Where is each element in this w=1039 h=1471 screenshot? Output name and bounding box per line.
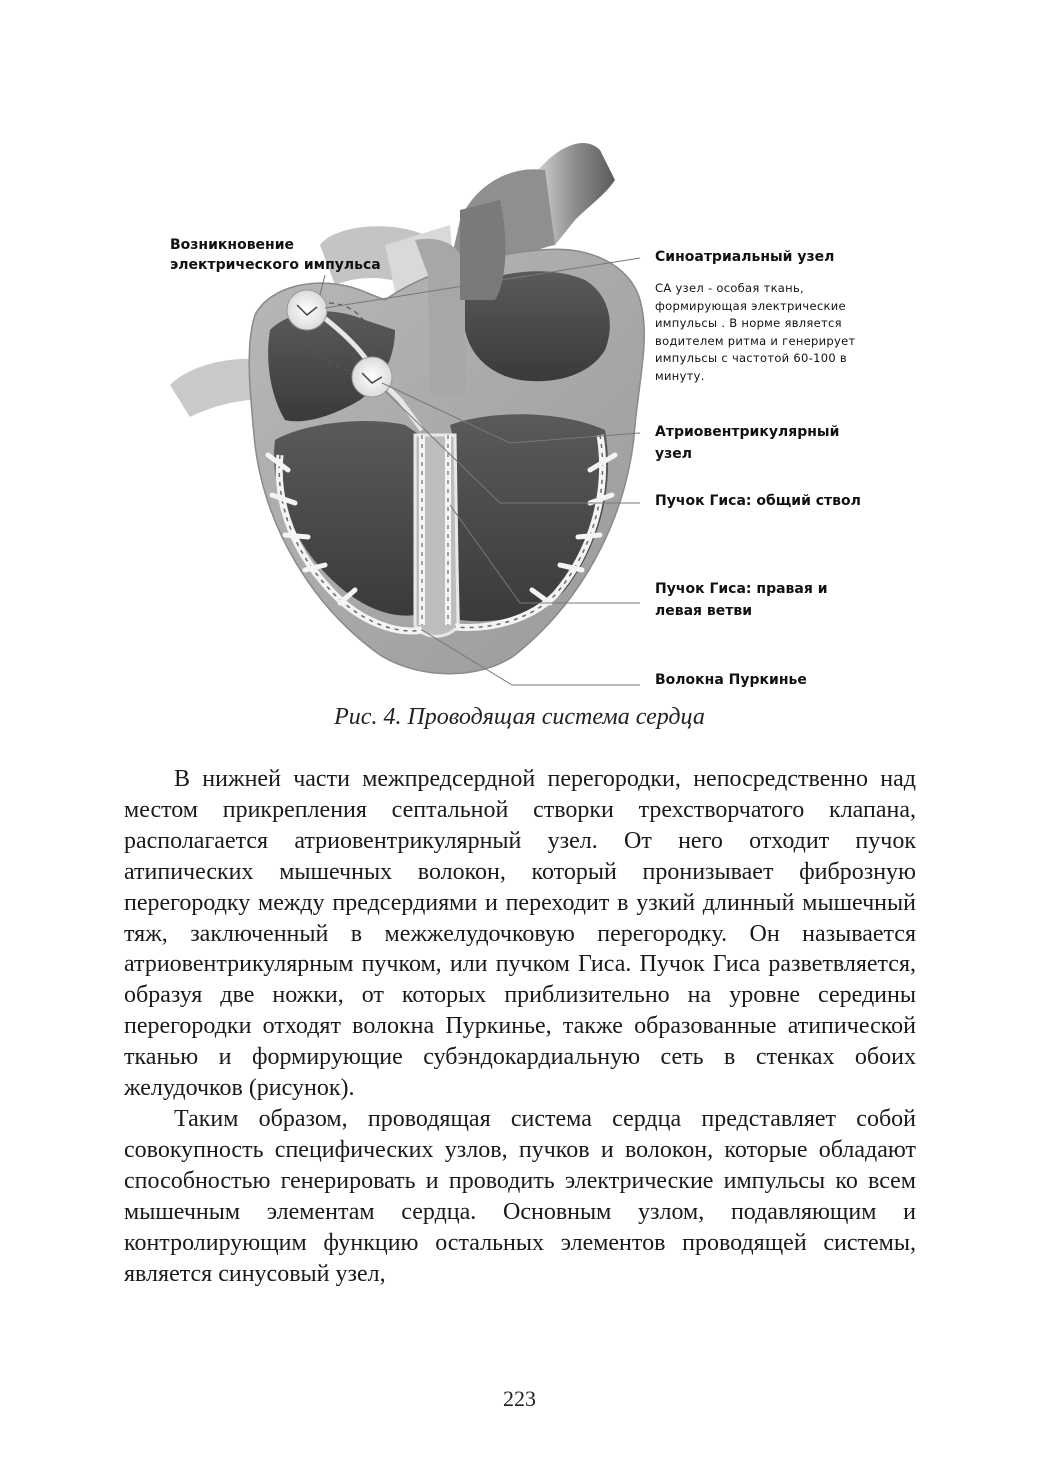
- label-his-branches-line1: Пучок Гиса: правая и: [655, 581, 828, 597]
- label-av-node-line1: Атриовентрикулярный: [655, 424, 840, 440]
- label-purkinje: Волокна Пуркинье: [655, 672, 807, 688]
- sa-desc-line3: импульсы . В норме является: [655, 316, 842, 330]
- page-number: 223: [503, 1386, 536, 1411]
- label-his-trunk: Пучок Гиса: общий ствол: [655, 493, 861, 509]
- sa-desc-line6: минуту.: [655, 368, 705, 383]
- figure-caption: Рис. 4. Проводящая система сердца: [334, 704, 705, 730]
- paragraph-1: В нижней части межпредсердной перегородки, непосредственно над местом прикрепления септальной створки трехстворчатого клапана, располагается атриовентрикулярный узел. От него отходит пучок атипических мышечных волокон, который пронизывает фиброзную перегородку между предсердиями и переходит в узкий длинный мышечный тяж, заключенный в межжелудочковую перегородку. Он называется атриовентрикулярным пучком, или пучком Гиса. Пучок Гиса разветвляется, образуя две ножки, от которых приблизительно на уровне середины перегородки отходят волокна Пуркинье, также образованные атипической тканью и формирующие субэндокардиальную сеть в стенках обоих желудочков (рисунок).: [124, 766, 916, 1102]
- label-av-node-line2: узел: [655, 446, 693, 462]
- label-his-branches-line2: левая ветви: [655, 603, 753, 619]
- body-text: [124, 764, 916, 1289]
- heart-conduction-figure: [160, 125, 900, 705]
- sa-desc-line2: формирующая электрические: [655, 298, 846, 313]
- sa-node-description: [655, 280, 856, 385]
- av-node-marker: [352, 357, 392, 397]
- label-sa-node: Синоатриальный узел: [655, 249, 835, 265]
- sa-desc-line1: СА узел - особая ткань,: [655, 281, 805, 295]
- sa-node-marker: [287, 290, 327, 330]
- label-impulse-origin-line1: Возникновение: [170, 237, 295, 253]
- label-his-branches: [655, 578, 828, 622]
- label-av-node: [655, 421, 839, 465]
- sa-desc-line5: импульсы с частотой 60-100 в: [655, 351, 847, 365]
- sa-desc-line4: водителем ритма и генерирует: [655, 333, 856, 348]
- paragraph-2: Таким образом, проводящая система сердца представляет собой совокупность специфических узлов, пучков и волокон, которые обладают способностью генерировать и проводить электрические импульсы ко всем мышечным элементам сердца. Основным узлом, подавляющим и контролирующим функцию остальных элементов проводящей системы, является синусовый узел,: [124, 1105, 916, 1287]
- label-impulse-origin: [170, 235, 381, 275]
- label-impulse-origin-line2: электрического импульса: [170, 257, 381, 273]
